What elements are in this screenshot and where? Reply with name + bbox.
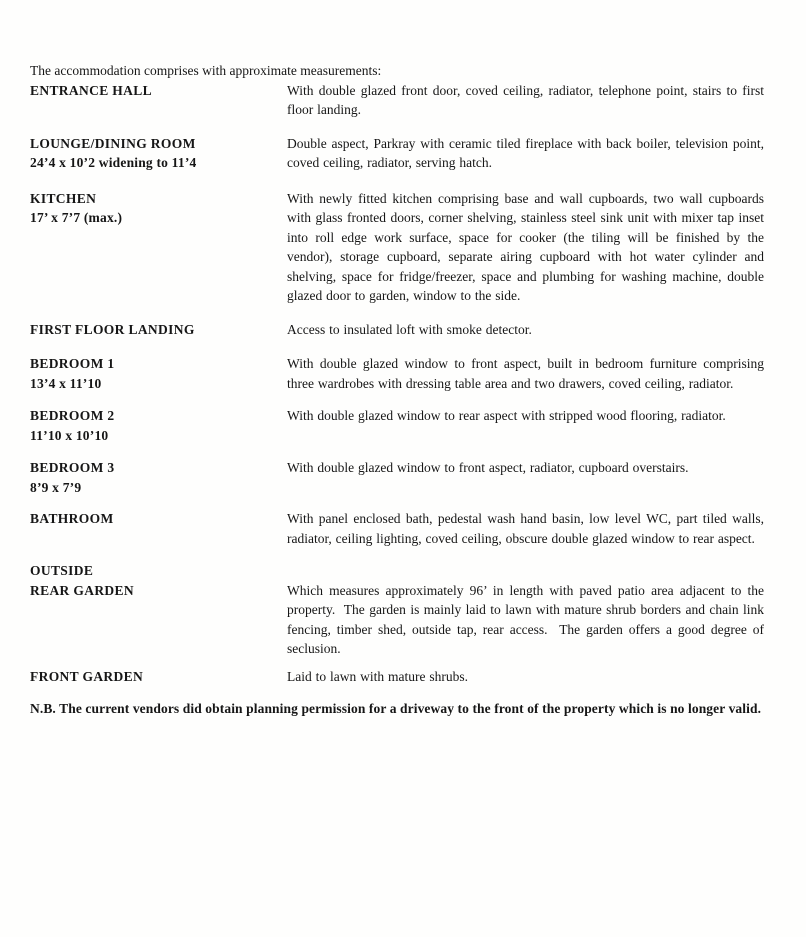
- section-heading: OUTSIDE: [30, 563, 94, 578]
- section-heading: ENTRANCE HALL: [30, 82, 152, 98]
- section-label-column: [30, 406, 287, 445]
- section-bedroom-1: [30, 354, 768, 393]
- section-description: Laid to lawn with mature shrubs.: [287, 668, 468, 684]
- section-heading: FRONT GARDEN: [30, 668, 144, 684]
- section-label-column: [30, 354, 287, 393]
- section-label-column: [30, 320, 287, 340]
- section-description: Double aspect, Parkray with ceramic tiled fireplace with back boiler, television point, coved ceiling, radiator, serving hatch.: [287, 135, 768, 170]
- section-text-column: [287, 320, 764, 340]
- section-lounge-dining-room: [30, 134, 768, 173]
- section-text-column: [287, 134, 768, 173]
- section-kitchen: [30, 189, 768, 306]
- section-text-column: [287, 354, 768, 393]
- section-heading: BEDROOM 1: [30, 356, 115, 371]
- section-text-column: [287, 667, 764, 687]
- section-rear-garden: [30, 581, 768, 659]
- section-description: With double glazed window to front aspect, built in bedroom furniture comprising three wardrobes with dressing table area and two drawers, coved ceiling, radiator.: [287, 356, 768, 391]
- section-dimensions: 24’4 x 10’2 widening to 11’4: [30, 155, 197, 170]
- section-text-column: [287, 81, 768, 120]
- section-heading: BATHROOM: [30, 511, 114, 526]
- section-label-column: [30, 458, 287, 497]
- section-heading: FIRST FLOOR LANDING: [30, 321, 195, 337]
- section-description: With double glazed front door, coved ceiling, radiator, telephone point, stairs to first floor landing.: [287, 82, 768, 117]
- section-label-column: [30, 189, 287, 228]
- section-outside: [30, 561, 764, 581]
- section-label-column: [30, 561, 287, 581]
- section-heading: BEDROOM 3: [30, 460, 115, 475]
- section-heading: KITCHEN: [30, 190, 97, 206]
- section-bathroom: [30, 509, 768, 548]
- section-description: With panel enclosed bath, pedestal wash hand basin, low level WC, part tiled walls, radiator, ceiling lighting, coved ceiling, obscure double glazed window to rear aspect.: [287, 511, 768, 546]
- section-label-column: [30, 81, 287, 101]
- section-entrance-hall: [30, 81, 768, 120]
- section-dimensions: 13’4 x 11’10: [30, 375, 102, 391]
- section-text-column: [287, 458, 764, 478]
- section-label-column: [30, 509, 287, 529]
- section-text-column: [287, 581, 768, 659]
- section-heading: REAR GARDEN: [30, 582, 134, 598]
- section-text-column: [287, 509, 768, 548]
- section-dimensions: 8’9 x 7’9: [30, 479, 82, 495]
- section-dimensions: 17’ x 7’7 (max.): [30, 210, 123, 225]
- section-description: With newly fitted kitchen comprising base and wall cupboards, two wall cupboards with glass fronted doors, corner shelving, stainless steel sink unit with mixer tap inset into roll edge work surface, space for cooker (the tiling will be finished by the vendor), storage cupboard, separate airing cupboard with hot water cylinder and shelving, space for fridge/freezer, space and plumbing for washing machine, double glazed door to garden, window to the side.: [287, 190, 768, 303]
- section-bedroom-2: [30, 406, 764, 445]
- section-text-column: [287, 189, 768, 306]
- section-heading: BEDROOM 2: [30, 408, 115, 423]
- section-first-floor-landing: [30, 320, 764, 340]
- nb-note: N.B. The current vendors did obtain planning permission for a driveway to the front of the property which is no longer valid.: [30, 701, 762, 716]
- section-text-column: [287, 406, 764, 426]
- section-bedroom-3: [30, 458, 764, 497]
- section-front-garden: [30, 667, 764, 687]
- section-description: Which measures approximately 96’ in length with paved patio area adjacent to the property. The garden is mainly laid to lawn with mature shrub borders and chain link fencing, timber shed, outside tap, rear access. The garden offers a good degree of seclusion.: [287, 582, 768, 656]
- section-label-column: [30, 581, 287, 601]
- section-description: Access to insulated loft with smoke detector.: [287, 321, 532, 337]
- section-heading: LOUNGE/DINING ROOM: [30, 135, 196, 151]
- section-label-column: [30, 667, 287, 687]
- section-description: With double glazed window to rear aspect with stripped wood flooring, radiator.: [287, 408, 726, 423]
- intro-line: The accommodation comprises with approximate measurements:: [30, 63, 382, 78]
- section-description: With double glazed window to front aspect, radiator, cupboard overstairs.: [287, 460, 689, 475]
- section-dimensions: 11’10 x 10’10: [30, 427, 109, 443]
- section-label-column: [30, 134, 287, 173]
